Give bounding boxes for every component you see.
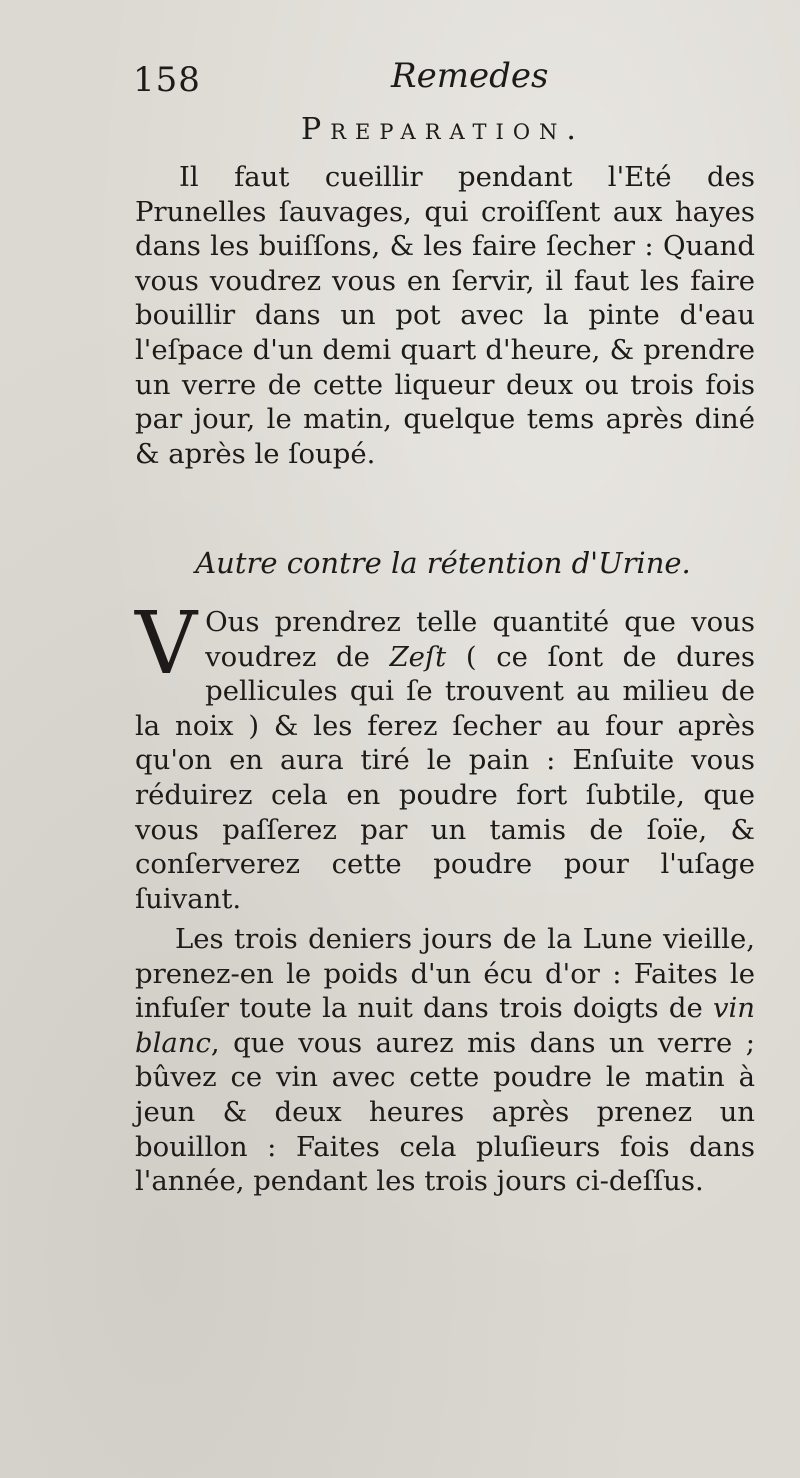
text-segment: Ous prendrez telle quantité que vous voudrez de [205, 606, 755, 673]
paragraph-text [135, 594, 755, 916]
page-header [133, 52, 753, 102]
paragraph-zest-recipe [135, 594, 755, 916]
running-head: Remedes [391, 56, 549, 96]
italic-term: vin blanc [135, 992, 755, 1059]
text-segment: Les trois deniers jours de la Lune vieille, prenez-en le poids d'un écu d'or : Faites le infuſer toute la nuit dans trois doigts de [135, 923, 755, 1025]
paragraph-text: Il faut cueillir pendant l'Eté des Prunelles ſauvages, qui croiſſent aux hayes dans les buiſſons, & les faire ſecher : Quand vous voudrez vous en ſervir, il faut les faire bouillir dans un pot avec la pinte d'eau l'eſpace d'un demi quart d'heure, & prendre un verre de cette liqueur deux ou trois fois par jour, le matin, quelque tems après diné & après le ſoupé. [135, 161, 755, 470]
paragraph-text [135, 922, 755, 1199]
italic-term: Zeſt [389, 640, 447, 673]
page-number: 158 [133, 60, 201, 100]
recipe-heading: Autre contre la rétention d'Urine. [195, 546, 691, 580]
text-segment: , que vous aurez mis dans un verre ; bûvez ce vin avec cette poudre le matin à jeun & deux heures après prenez un bouillon : Faites cela pluſieurs fois dans l'année, pendant les trois jours ci-deſſus. [135, 1026, 755, 1198]
paragraph-dosage [135, 922, 755, 1199]
paragraph-preparation [135, 160, 755, 471]
drop-cap: V [135, 594, 198, 694]
section-title: Preparation. [301, 112, 585, 147]
text-segment: ( ce ſont de dures pellicules qui ſe trouvent au milieu de la noix ) & les ferez ſecher au four après qu'on en aura tiré le pain : Enſuite vous réduirez cela en poudre fort ſubtile, que vous paſſerez par un tamis de ſoïe, & conſerverez cette poudre pour l'uſage ſuivant. [135, 640, 755, 915]
